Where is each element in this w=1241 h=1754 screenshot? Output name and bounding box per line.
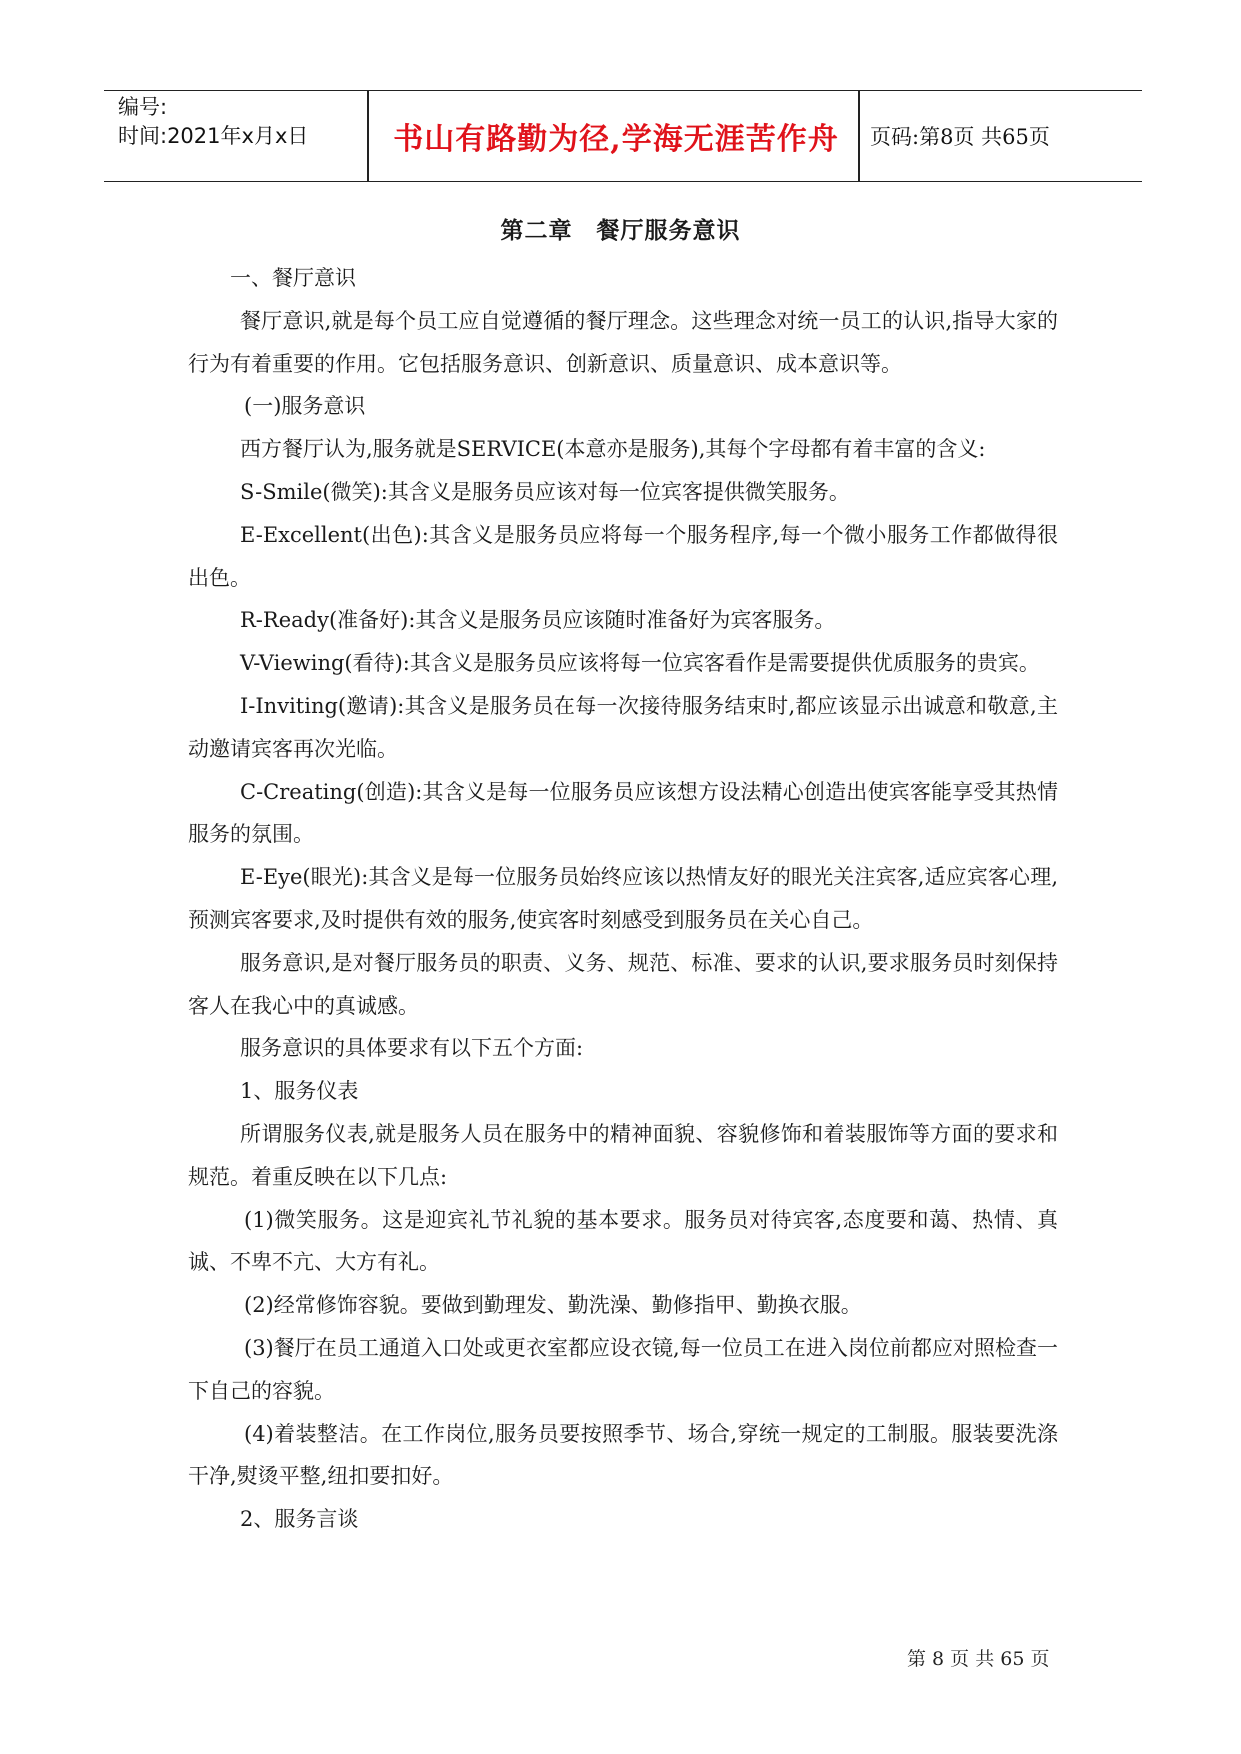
header-number-label: 编号: — [118, 95, 168, 119]
paragraph: C-Creating(创造):其含义是每一位服务员应该想方设法精心创造出使宾客能享受其热情服务的氛围。 — [188, 779, 1058, 847]
list-item: (3)餐厅在员工通道入口处或更衣室都应设衣镜,每一位员工在进入岗位前都应对照检查一下自己的容貌。 — [188, 1335, 1058, 1403]
paragraph: 服务意识的具体要求有以下五个方面: — [240, 1036, 584, 1061]
paragraph: E-Eye(眼光):其含义是每一位服务员始终应该以热情友好的眼光关注宾客,适应宾客心理,预测宾客要求,及时提供有效的服务,使宾客时刻感受到服务员在关心自己。 — [188, 865, 1058, 932]
paragraph: 餐厅意识,就是每个员工应自觉遵循的餐厅理念。这些理念对统一员工的认识,指导大家的行为有着重要的作用。它包括服务意识、创新意识、质量意识、成本意识等。 — [188, 308, 1058, 376]
header-page-code: 页码:第8页 共65页 — [870, 125, 1050, 149]
header-motto: 书山有路勤为径,学海无涯苦作舟 — [393, 122, 839, 157]
header-table — [104, 90, 1142, 182]
section-heading: 一、餐厅意识 — [230, 266, 356, 290]
list-item: (4)着装整洁。在工作岗位,服务员要按照季节、场合,穿统一规定的工制服。服装要洗涤干净,熨烫平整,纽扣要扣好。 — [188, 1421, 1058, 1489]
header-divider — [367, 91, 369, 181]
paragraph: S-Smile(微笑):其含义是服务员应该对每一位宾客提供微笑服务。 — [240, 479, 850, 504]
paragraph: 2、服务言谈 — [240, 1507, 359, 1532]
list-item: (1)微笑服务。这是迎宾礼节礼貌的基本要求。服务员对待宾客,态度要和蔼、热情、真诚、不卑不亢、大方有礼。 — [188, 1207, 1058, 1275]
document-body — [188, 257, 1058, 1541]
header-time-label: 时间:2021年x月x日 — [118, 124, 309, 148]
paragraph: 西方餐厅认为,服务就是SERVICE(本意亦是服务),其每个字母都有着丰富的含义: — [240, 437, 986, 462]
paragraph: E-Excellent(出色):其含义是服务员应将每一个服务程序,每一个微小服务工作都做得很出色。 — [188, 522, 1058, 590]
paragraph: V-Viewing(看待):其含义是服务员应该将每一位宾客看作是需要提供优质服务的贵宾。 — [240, 651, 1040, 676]
paragraph: I-Inviting(邀请):其含义是服务员在每一次接待服务结束时,都应该显示出诚意和敬意,主动邀请宾客再次光临。 — [188, 693, 1058, 761]
paragraph: 服务意识,是对餐厅服务员的职责、义务、规范、标准、要求的认识,要求服务员时刻保持客人在我心中的真诚感。 — [188, 950, 1058, 1018]
header-divider — [858, 91, 860, 181]
paragraph: R-Ready(准备好):其含义是服务员应该随时准备好为宾客服务。 — [240, 608, 836, 633]
paragraph: 所谓服务仪表,就是服务人员在服务中的精神面貌、容貌修饰和着装服饰等方面的要求和规范。着重反映在以下几点: — [188, 1121, 1058, 1189]
paragraph: 1、服务仪表 — [240, 1079, 359, 1104]
page-footer: 第 8 页 共 65 页 — [907, 1648, 1050, 1670]
header-left-cell — [118, 93, 308, 151]
list-item: (2)经常修饰容貌。要做到勤理发、勤洗澡、勤修指甲、勤换衣服。 — [244, 1293, 862, 1318]
chapter-title: 第二章 餐厅服务意识 — [500, 217, 741, 244]
subsection-heading: (一)服务意识 — [244, 394, 366, 419]
